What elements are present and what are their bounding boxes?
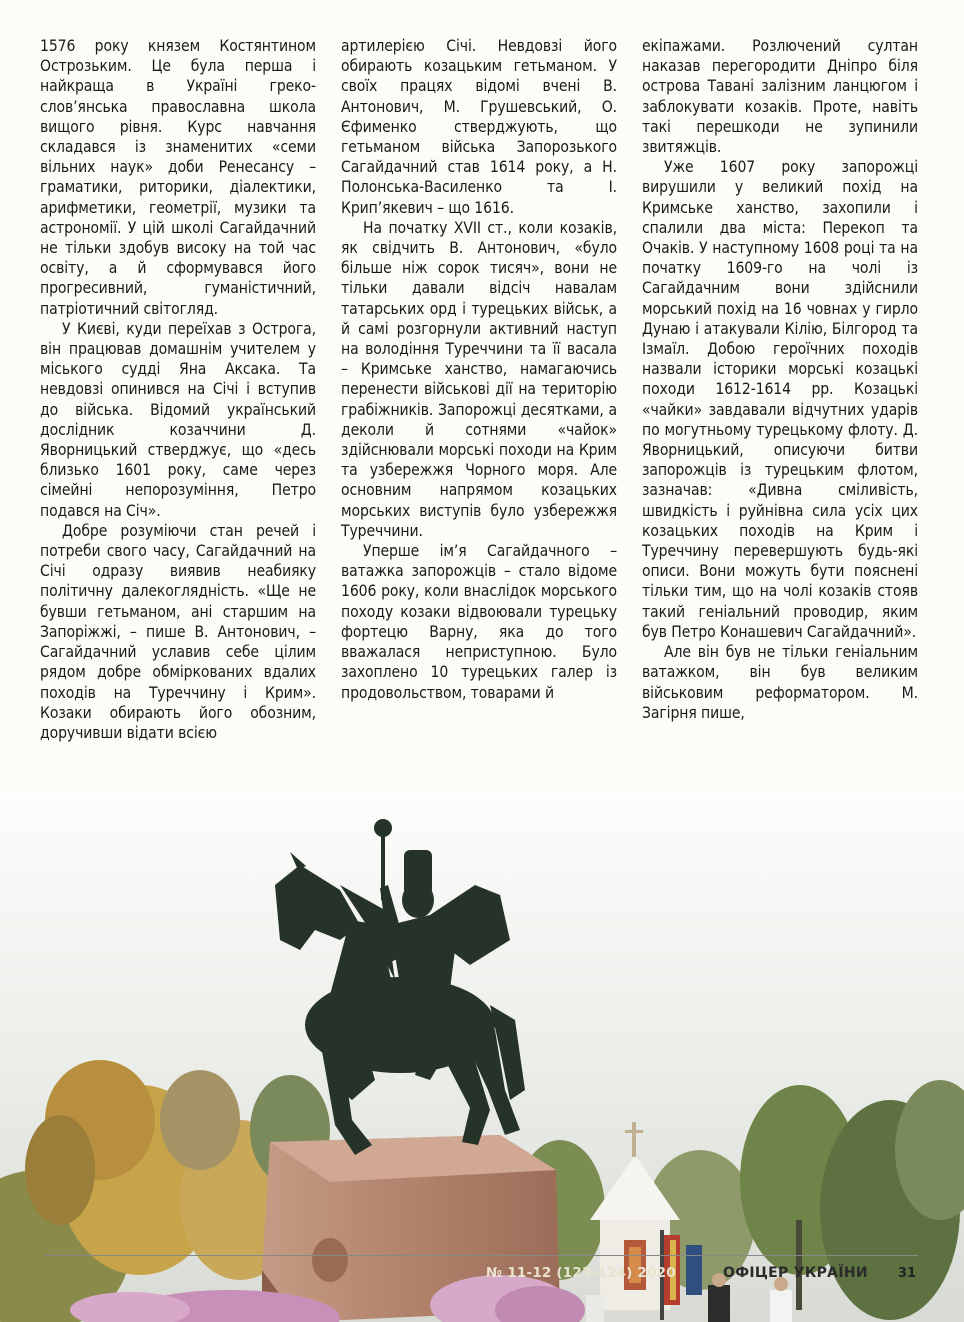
paragraph: На початку XVII ст., коли козаків, як свідчить В. Антонович, «було більше ніж сорок тисяч», вони не тільки давали відсіч навалам татарських орд і турецьких військ, а й самі розгорнули активний наступ на володіння Туреччини та її васала – Кримське ханство, намагаючись перенести військові дії на територію грабіжників. Запорожці десятками, а деколи й сотнями «чайок» здійснювали морські походи на Крим та узбережжя Чорного моря. Але основним напрямом козацьких морських виступів було узбережжя Туреччини.: [341, 218, 617, 540]
page-footer: [0, 1262, 918, 1288]
paragraph: артилерією Січі. Невдовзі його обирають козацьким гетьманом. У своїх працях відомі вчені В. Антонович, М. Грушевський, О. Єфименко стверджують, що гетьманом війська Запорозького Сагайдачний став 1614 року, а Н. Полонська-Василенко та І. Крип’якевич – що 1616.: [341, 37, 617, 217]
column-1: [40, 36, 316, 756]
paragraph: 1576 року князем Костянтином Острозьким. Це була перша і найкраща в Україні греко-слов’янська православна школа вищого рівня. Курс навчання складався із знаменитих «семи вільних наук» доби Ренесансу – граматики, риторики, діалектики, арифметики, геометрії, музики та астрономії. У цій школі Сагайдачний не тільки здобув високу на той час освіту, а й сформувався його прогресивний, гуманістичний, патріотичний світогляд.: [40, 37, 316, 318]
paragraph: Добре розуміючи стан речей і потреби свого часу, Сагайдачний на Січі одразу виявив неабияку політичну далекоглядність. «Ще не бувши гетьманом, ані старшим на Запоріжжі, – пише В. Антонович, – Сагайдачний уславив себе цілим рядом добре обміркованих вдалих походів на Туреччину і Крим». Козаки обирають його обозним, доручивши відати всією: [40, 521, 316, 742]
column-2: [341, 36, 617, 756]
footer-divider: [44, 1255, 918, 1256]
issue-number: № 11-12 (123-124) 2020: [486, 1265, 676, 1281]
magazine-title: ОФІЦЕР УКРАЇНИ: [723, 1265, 868, 1281]
paragraph: Але він був не тільки геніальним ватажком, він був великим військовим реформатором. М. Загірня пише,: [642, 643, 918, 722]
paragraph: екіпажами. Розлючений султан наказав перегородити Дніпро біля острова Тавані залізним ланцюгом і заблокувати козаків. Проте, навіть такі перешкоди не зупинили звитяжців.: [642, 37, 918, 157]
paragraph: Уперше ім’я Сагайдачного – ватажка запорожців – стало відоме 1606 року, коли внаслідок морського походу козаки відвоювали турецьку фортецю Варну, яка до того вважалася неприступною. Було захоплено 10 турецьких галер із продовольством, товарами й: [341, 542, 617, 702]
article-columns: [40, 36, 918, 756]
paragraph: Уже 1607 року запорожці вирушили у великий похід на Кримське ханство, захопили і спалили два міста: Перекоп та Очаків. У наступному 1608 році та на початку 1609-го на чолі із Сагайдачним вони здійснили морський похід на 16 човнах у гирло Дунаю і атакували Кілію, Білгород та Ізмаїл. Добою героїчних походів назвали історики морські козацькі походи 1612-1614 рр. Козацькі «чайки» завдавали відчутних ударів по могутньому турецькому флоту. Д. Яворницький, описуючи битви запорожців із турецьким флотом, зазначав: «Дивна сміливість, швидкість і руйнівна сила усіх цих козацьких походів на Крим і Туреччину перевершують будь-які описи. Вони можуть бути пояснені тільки тим, що на чолі козаків стояв такий геніальний проводир, яким був Петро Конашевич Сагайдачний».: [642, 158, 918, 641]
paragraph: У Києві, куди переїхав з Острога, він працював домашнім учителем у міського судді Яна Аксака. Та невдовзі опинився на Січі і вступив до війська. Відомий український дослідник козаччини Д. Яворницький стверджує, що «десь близько 1601 року, саме через сімейні непорозуміння, Петро подався на Січ».: [40, 319, 316, 520]
column-3: [642, 36, 918, 756]
page-number: 31: [898, 1266, 917, 1281]
monument-photo: [0, 790, 964, 1322]
